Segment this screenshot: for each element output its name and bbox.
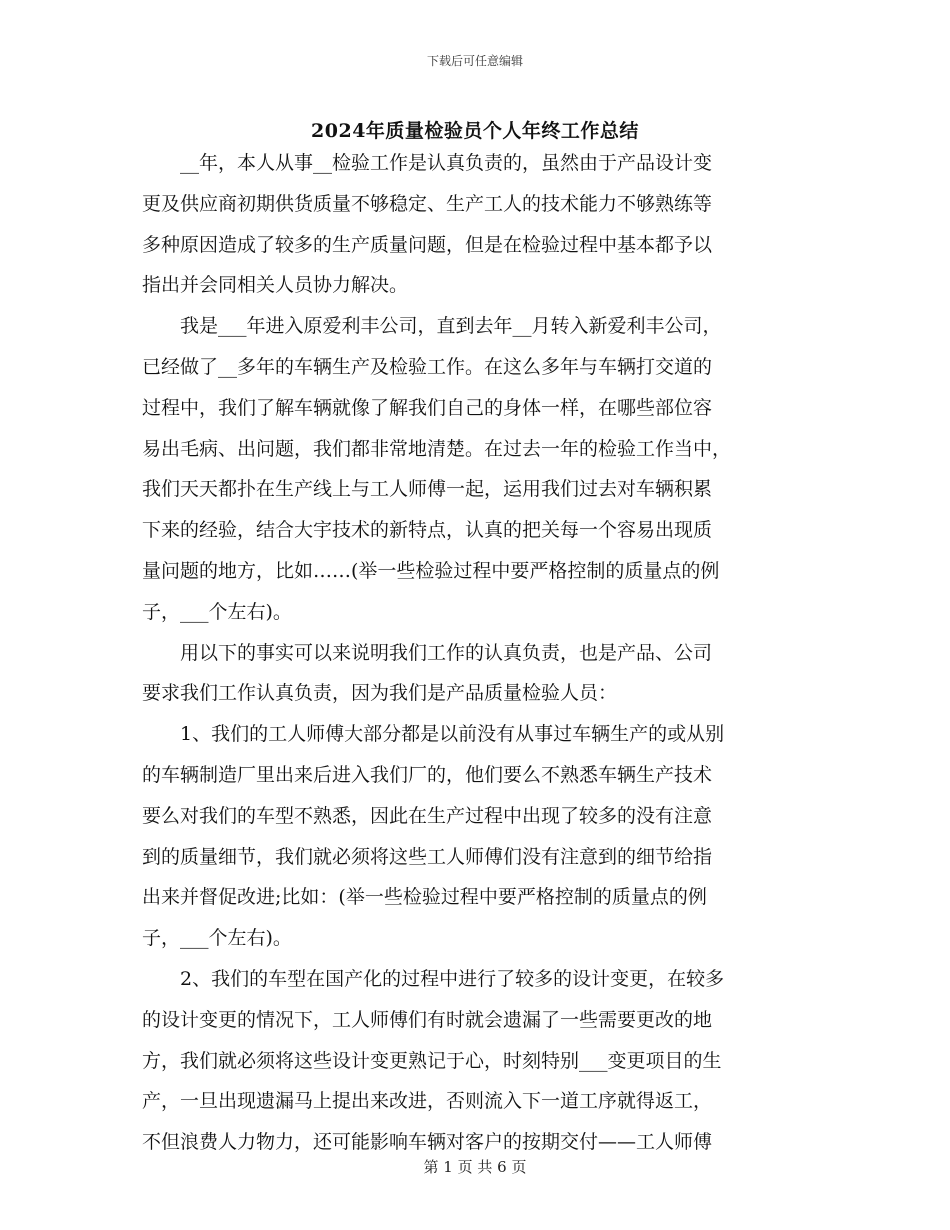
body-line: 已经做了__多年的车辆生产及检验工作。在这么多年与车辆打交道的 — [142, 355, 713, 378]
body-line: 我是___年进入原爱利丰公司，直到去年__月转入新爱利丰公司， — [142, 315, 722, 338]
body-line: 子，___个左右)。 — [142, 600, 292, 623]
body-line: 的车辆制造厂里出来后进入我们厂的，他们要么不熟悉车辆生产技术 — [142, 763, 713, 786]
body-line: 2、我们的车型在国产化的过程中进行了较多的设计变更，在较多 — [142, 967, 725, 990]
body-line: 方，我们就必须将这些设计变更熟记于心，时刻特别___变更项目的生 — [142, 1049, 722, 1072]
body-line: 用以下的事实可以来说明我们工作的认真负责，也是产品、公司 — [142, 641, 713, 664]
body-line: 出来并督促改进;比如：(举一些检验过程中要严格控制的质量点的例 — [142, 886, 707, 909]
body-line: 子，___个左右)。 — [142, 927, 292, 950]
body-line: 我们天天都扑在生产线上与工人师傅一起，运用我们过去对车辆积累 — [142, 478, 713, 501]
body-line: 产，一旦出现遗漏马上提出来改进，否则流入下一道工序就得返工， — [142, 1090, 713, 1113]
body-line: 的设计变更的情况下，工人师傅们有时就会遗漏了一些需要更改的地 — [142, 1008, 713, 1031]
page-header: 下载后可任意编辑 — [426, 54, 523, 68]
body-line: __年，本人从事__检验工作是认真负责的，虽然由于产品设计变 — [142, 152, 713, 174]
page-footer: 第 1 页 共 6 页 — [423, 1158, 527, 1176]
body-line: 1、我们的工人师傅大部分都是以前没有从事过车辆生产的或从别 — [142, 723, 725, 746]
body-line: 要么对我们的车型不熟悉，因此在生产过程中出现了较多的没有注意 — [142, 804, 713, 827]
document-body — [142, 143, 806, 1163]
document-title: 2024年质量检验员个人年终工作总结 — [311, 120, 639, 142]
body-line: 到的质量细节，我们就必须将这些工人师傅们没有注意到的细节给指 — [142, 845, 713, 868]
body-line: 下来的经验，结合大宇技术的新特点，认真的把关每一个容易出现质 — [142, 519, 713, 542]
body-line: 指出并会同相关人员协力解决。 — [142, 274, 409, 297]
body-line: 量问题的地方，比如……(举一些检验过程中要严格控制的质量点的例 — [142, 559, 720, 582]
body-line: 过程中，我们了解车辆就像了解我们自己的身体一样，在哪些部位容 — [142, 396, 713, 419]
body-line: 易出毛病、出问题，我们都非常地清楚。在过去一年的检验工作当中， — [142, 437, 732, 460]
body-line: 不但浪费人力物力，还可能影响车辆对客户的按期交付——工人师傅 — [142, 1131, 713, 1154]
body-line: 多种原因造成了较多的生产质量问题，但是在检验过程中基本都予以 — [142, 233, 713, 256]
body-line: 更及供应商初期供货质量不够稳定、生产工人的技术能力不够熟练等 — [142, 192, 713, 215]
body-line: 要求我们工作认真负责，因为我们是产品质量检验人员： — [142, 682, 618, 705]
